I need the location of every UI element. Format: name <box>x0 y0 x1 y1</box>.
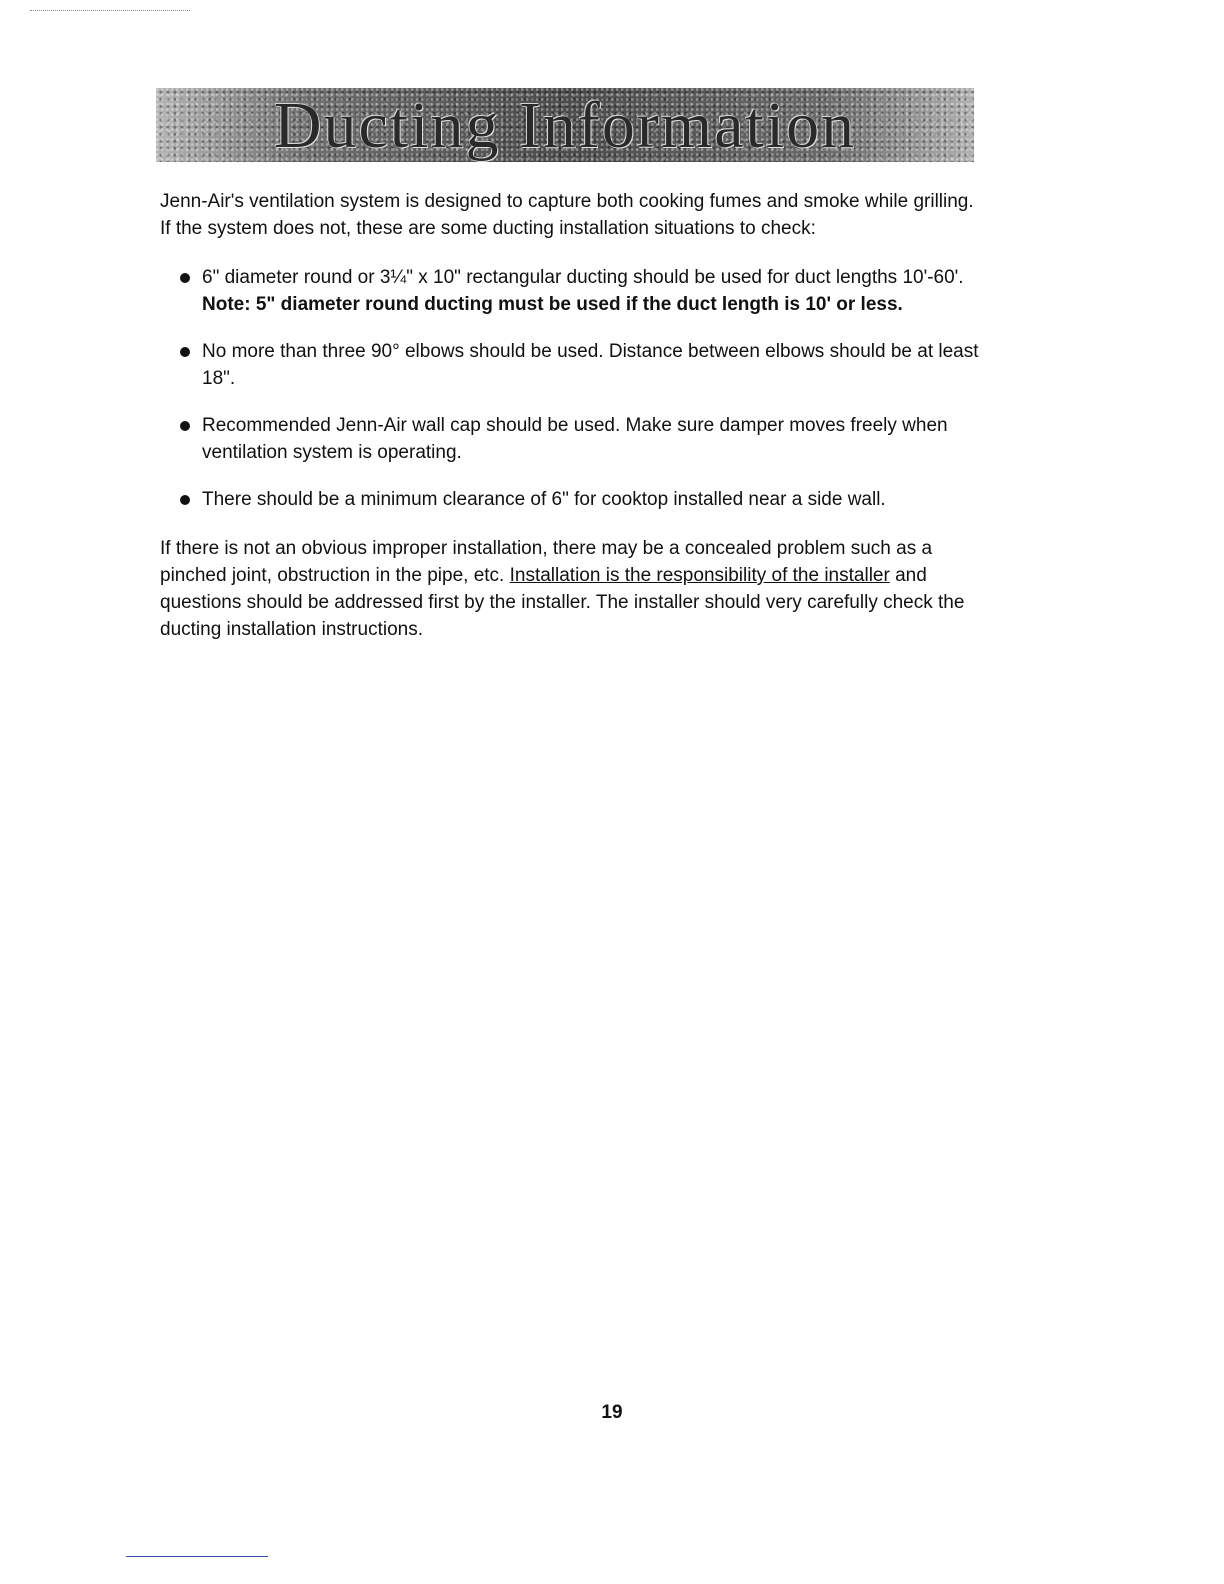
intro-paragraph <box>160 188 980 242</box>
bullet-text: No more than three 90° elbows should be used. Distance between elbows should be at least 18". <box>202 341 979 389</box>
closing-paragraph <box>160 535 980 643</box>
list-item <box>160 338 980 392</box>
intro-text: Jenn-Air's ventilation system is designed to capture both cooking fumes and smoke while grilling. If the system does not, these are some ducting installation situations to check: <box>160 191 974 239</box>
bullet-text: 6" diameter round or 3¼" x 10" rectangular ducting should be used for duct lengths 10'-60'. <box>202 267 964 288</box>
bullet-icon <box>180 421 190 431</box>
bullet-note: Note: 5" diameter round ducting must be used if the duct length is 10' or less. <box>202 294 903 315</box>
list-item <box>160 412 980 466</box>
bottom-rule <box>126 1556 268 1557</box>
page-number: 19 <box>601 1402 623 1423</box>
main-content <box>160 188 980 643</box>
list-item <box>160 264 980 318</box>
bullet-text: There should be a minimum clearance of 6" for cooktop installed near a side wall. <box>202 489 886 510</box>
title-banner <box>156 88 974 162</box>
closing-underlined: Installation is the responsibility of the installer <box>509 565 890 586</box>
closing-part2: and questions should be addressed first by the installer. The installer should very carefully check the ducting installation instructions. <box>160 565 965 640</box>
bullet-icon <box>180 347 190 357</box>
scan-artifact <box>30 10 190 12</box>
closing-text <box>160 535 980 643</box>
bullet-text: Recommended Jenn-Air wall cap should be used. Make sure damper moves freely when ventilation system is operating. <box>202 415 948 463</box>
bullet-icon <box>180 495 190 505</box>
page-title: Ducting Information <box>273 89 857 162</box>
bullet-icon <box>180 273 190 283</box>
closing-part1: If there is not an obvious improper installation, there may be a concealed problem such as a pinched joint, obstruction in the pipe, etc. <box>160 538 933 586</box>
checklist <box>160 264 980 513</box>
list-item <box>160 486 980 513</box>
